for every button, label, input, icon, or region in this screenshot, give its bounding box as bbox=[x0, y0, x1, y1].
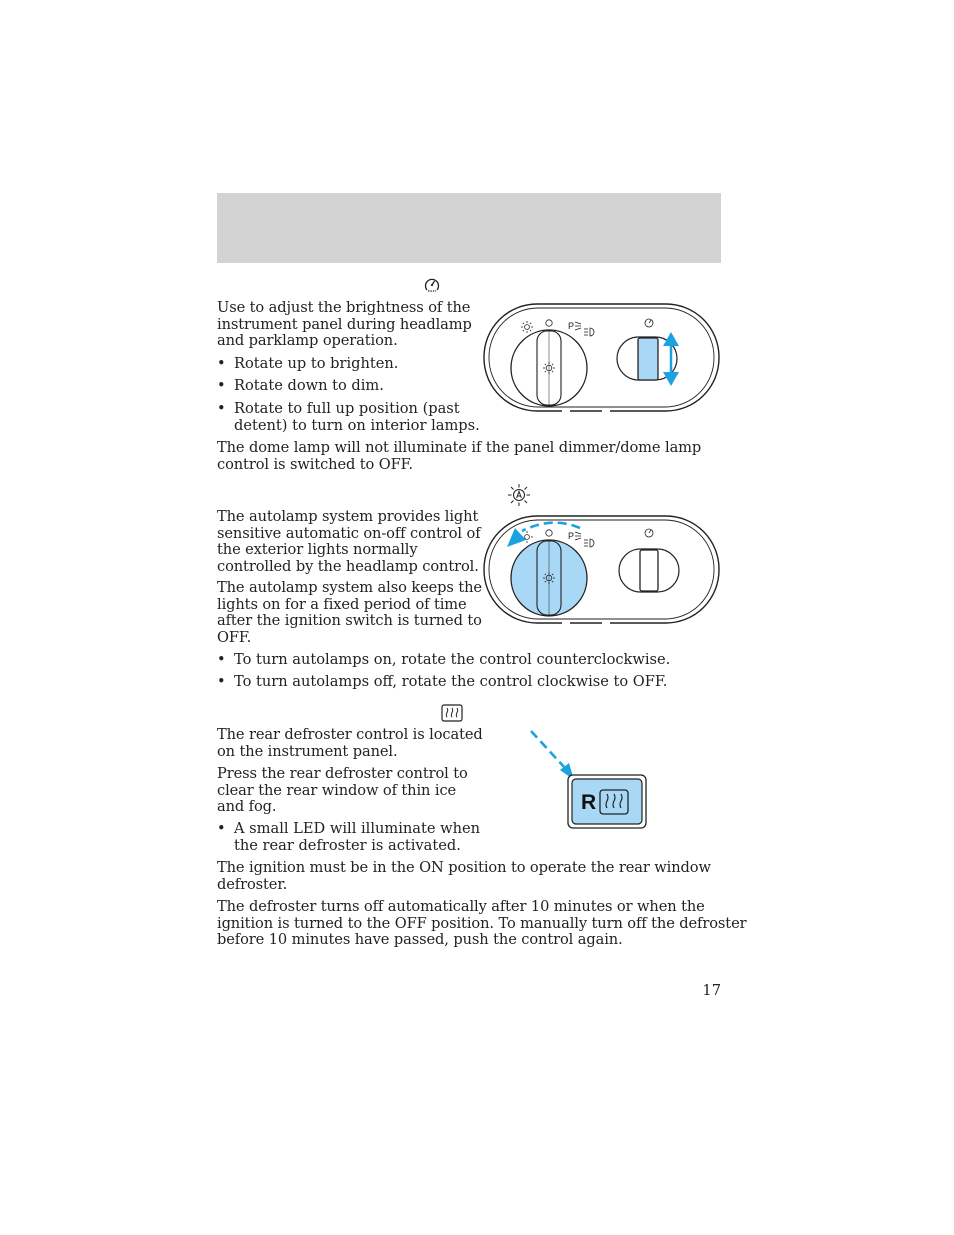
park-label: P bbox=[568, 531, 575, 541]
panel-dimmer-icon bbox=[423, 276, 441, 294]
defroster-paragraph-2: Press the rear defroster control to clear the rear window of thin ice and fog. bbox=[217, 765, 468, 816]
defroster-paragraph-4: The defroster turns off automatically after 10 minutes or when the ignition is turned to the OFF position. To manually turn off the defroster before 10 minutes have passed, push the control again. bbox=[217, 898, 747, 949]
headlamp-knob bbox=[511, 330, 587, 406]
headlamp-knob bbox=[511, 540, 587, 616]
defroster-paragraph-1: The rear defroster control is located on the instrument panel. bbox=[217, 726, 483, 760]
defroster-paragraph-3: The ignition must be in the ON position to operate the rear window defroster. bbox=[217, 859, 711, 893]
section-header-bar bbox=[217, 193, 721, 263]
defroster-button-figure bbox=[528, 728, 650, 832]
pointer-arrow bbox=[531, 731, 574, 780]
rear-defroster-icon bbox=[441, 704, 463, 722]
autolamp-icon bbox=[507, 483, 531, 507]
page-number: 17 bbox=[702, 982, 721, 999]
dimmer-note: The dome lamp will not illuminate if the panel dimmer/dome lamp control is switched to OFF. bbox=[217, 439, 702, 473]
defroster-button bbox=[568, 775, 646, 828]
dimmer-control-figure bbox=[482, 302, 722, 414]
dimmer-intro: Use to adjust the brightness of the instrument panel during headlamp and parklamp operation. bbox=[217, 299, 472, 350]
autolamp-paragraph-2: The autolamp system also keeps the lights on for a fixed period of time after the ignition switch is turned to OFF. bbox=[217, 579, 482, 646]
autolamp-control-figure bbox=[482, 514, 722, 628]
button-letter: R bbox=[581, 791, 597, 814]
park-label: P bbox=[568, 321, 575, 331]
autolamp-paragraph-1: The autolamp system provides light sensitive automatic on-off control of the exterior lights normally controlled by the headlamp control. bbox=[217, 508, 481, 575]
